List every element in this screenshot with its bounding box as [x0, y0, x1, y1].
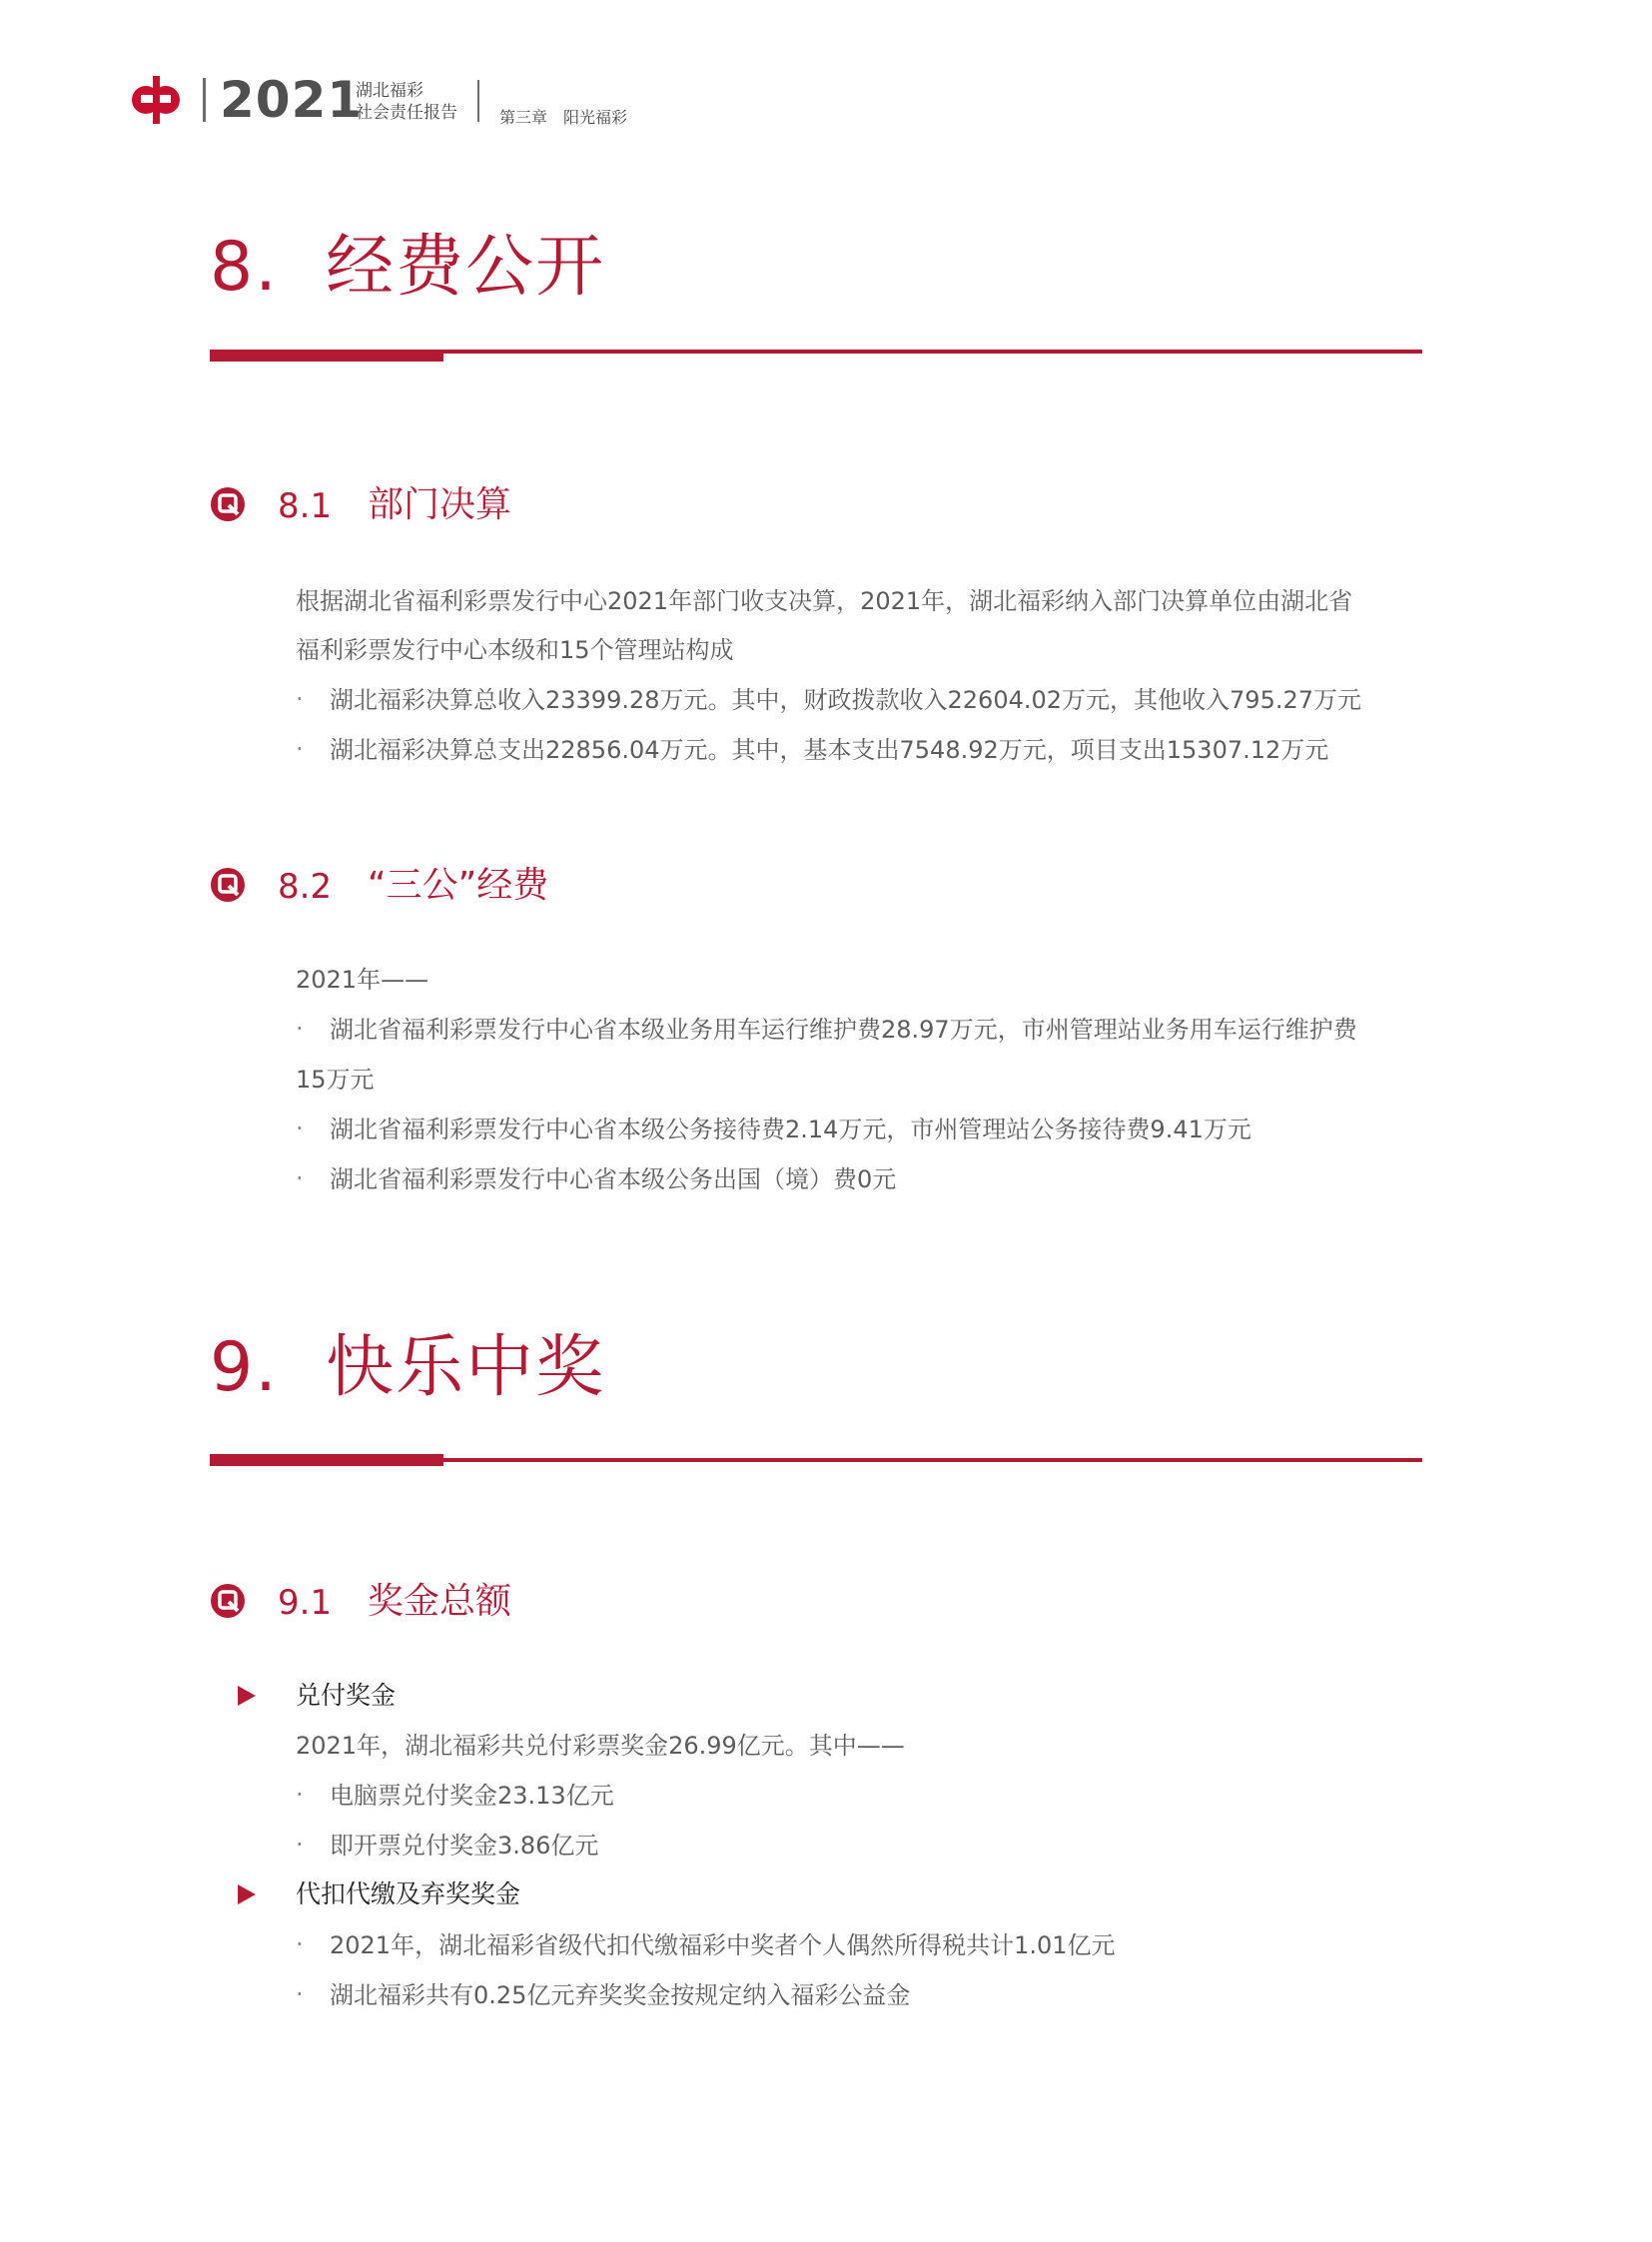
list-item: 即开票兑付奖金3.86亿元: [330, 1832, 599, 1860]
list-item: 湖北省福利彩票发行中心省本级业务用车运行维护费28.97万元，市州管理站业务用车运行维护费: [330, 1016, 1357, 1044]
paragraph-line: 2021年——: [296, 966, 429, 994]
subsection-icon: [210, 1583, 246, 1619]
bullet-dot: ·: [296, 1164, 304, 1192]
list-item: 湖北福彩共有0.25亿元弃奖奖金按规定纳入福彩公益金: [330, 1981, 911, 2009]
bullet-dot: ·: [296, 1015, 304, 1043]
welfare-lottery-logo: [128, 74, 184, 126]
bullet-dot: ·: [296, 1781, 304, 1809]
subsection-title: 奖金总额: [368, 1581, 512, 1622]
list-item: 湖北省福利彩票发行中心省本级公务出国（境）费0元: [330, 1165, 897, 1193]
triangle-bullet-icon: [238, 1686, 256, 1706]
subsection-number: 9.1: [278, 1583, 333, 1623]
subsection-icon: [210, 486, 246, 522]
chapter-label: 第三章 阳光福彩: [499, 108, 628, 127]
section-rule-accent: [210, 1454, 443, 1466]
subsection-icon: [210, 867, 246, 903]
list-item: 湖北福彩决算总收入23399.28万元。其中，财政拨款收入22604.02万元，其他收入795.27万元: [330, 686, 1362, 714]
report-title-line1: 湖北福彩: [356, 81, 423, 101]
paragraph-line: 根据湖北省福利彩票发行中心2021年部门收支决算，2021年，湖北福彩纳入部门决算单位由湖北省: [296, 587, 1353, 615]
subsection-title: “三公”经费: [368, 865, 549, 906]
section-title: 9. 快乐中奖: [210, 1328, 606, 1407]
subsection-number: 8.1: [278, 486, 333, 526]
list-item: 电脑票兑付奖金23.13亿元: [330, 1782, 614, 1810]
group-title: 代扣代缴及弃奖奖金: [296, 1879, 521, 1908]
bullet-dot: ·: [296, 735, 304, 763]
subsection-number: 8.2: [278, 867, 333, 907]
bullet-dot: ·: [296, 1831, 304, 1859]
report-title: [356, 80, 457, 124]
report-year: 2021: [220, 71, 364, 129]
bullet-dot: ·: [296, 1115, 304, 1142]
subsection-title: 部门决算: [368, 484, 512, 525]
header-divider: [477, 80, 479, 122]
section-rule-accent: [210, 350, 443, 362]
bullet-dot: ·: [296, 685, 304, 713]
list-item: 2021年，湖北福彩省级代扣代缴福彩中奖者个人偶然所得税共计1.01亿元: [330, 1931, 1116, 1959]
list-item: 湖北省福利彩票发行中心省本级公务接待费2.14万元，市州管理站公务接待费9.41万元: [330, 1116, 1251, 1143]
paragraph-line: 2021年，湖北福彩共兑付彩票奖金26.99亿元。其中——: [296, 1732, 905, 1760]
group-title: 兑付奖金: [296, 1681, 397, 1710]
bullet-dot: ·: [296, 1930, 304, 1958]
paragraph-line: 福利彩票发行中心本级和15个管理站构成: [296, 636, 734, 664]
triangle-bullet-icon: [238, 1884, 256, 1904]
header-divider: [203, 78, 206, 122]
list-item-continued: 15万元: [296, 1066, 375, 1094]
report-title-line2: 社会责任报告: [356, 103, 457, 123]
bullet-dot: ·: [296, 1980, 304, 2008]
list-item: 湖北福彩决算总支出22856.04万元。其中，基本支出7548.92万元，项目支出15307.12万元: [330, 736, 1329, 764]
section-title: 8. 经费公开: [210, 228, 606, 307]
